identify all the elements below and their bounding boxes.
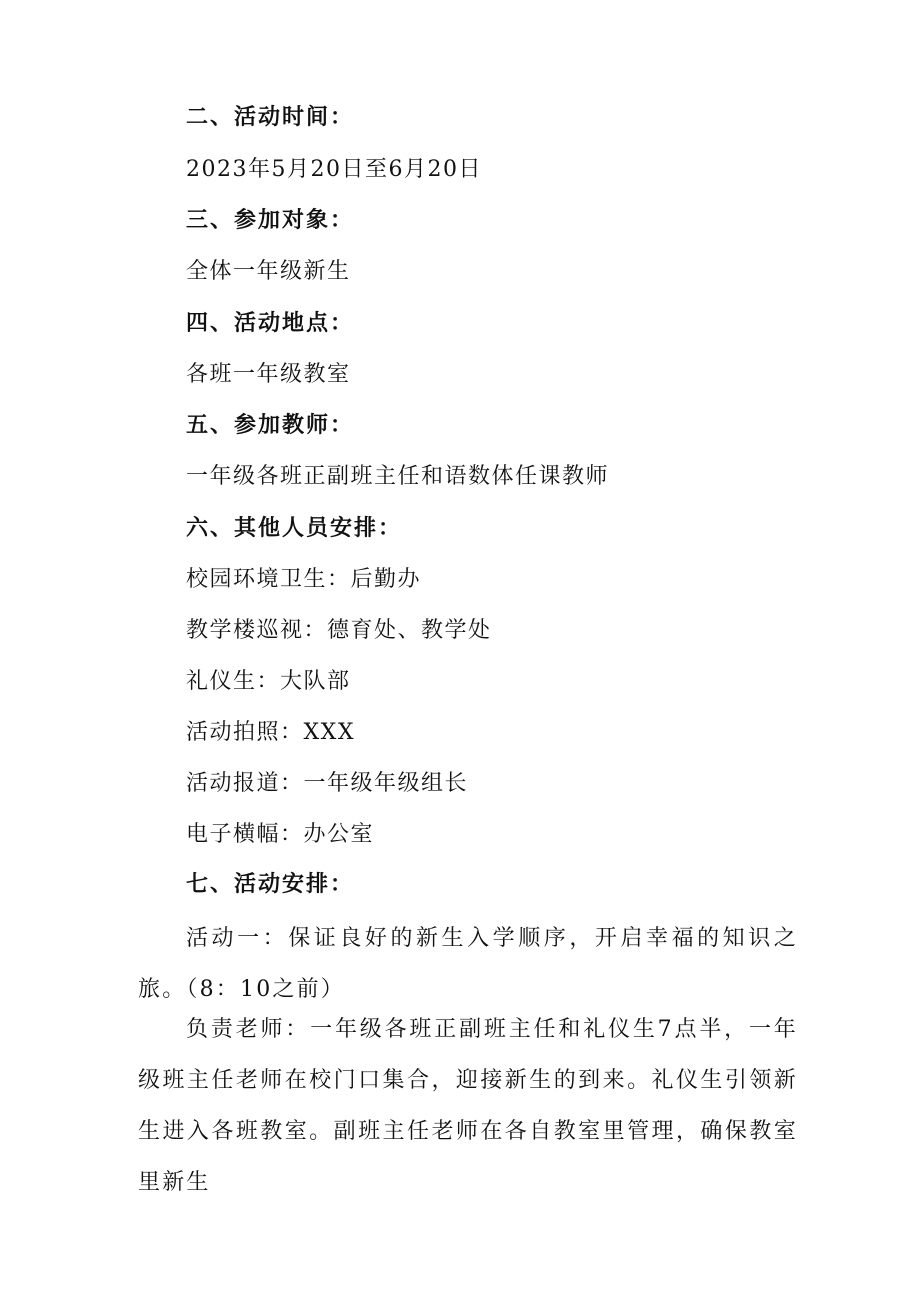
- section-content-teachers: 一年级各班正副班主任和语数体任课教师: [186, 464, 610, 489]
- section-heading-teachers: 五、参加教师：: [186, 413, 355, 438]
- staff-item: 活动拍照：XXX: [186, 720, 355, 745]
- activity-one-paragraph: 活动一：保证良好的新生入学顺序，开启幸福的知识之旅。（8：10之前）: [138, 926, 798, 1002]
- staff-item: 教学楼巡视：德育处、教学处: [186, 618, 492, 643]
- section-heading-staff: 六、其他人员安排：: [186, 516, 403, 541]
- staff-item: 礼仪生：大队部: [186, 669, 351, 694]
- staff-item: 电子横幅：办公室: [186, 822, 375, 847]
- section-content-time: 2023年5月20日至6月20日: [186, 157, 482, 182]
- section-heading-time: 二、活动时间：: [186, 105, 355, 130]
- section-heading-schedule: 七、活动安排：: [186, 872, 355, 897]
- responsible-teachers-paragraph: 负责老师：一年级各班正副班主任和礼仪生7点半，一年级班主任老师在校门口集合，迎接新生的到来。礼仪生引领新生进入各班教室。副班主任老师在各自教室里管理，确保教室里新生: [138, 1017, 798, 1195]
- section-content-participants: 全体一年级新生: [186, 259, 351, 284]
- section-heading-participants: 三、参加对象：: [186, 208, 355, 233]
- staff-item: 校园环境卫生：后勤办: [186, 567, 422, 592]
- staff-item: 活动报道：一年级年级组长: [186, 771, 469, 796]
- section-heading-location: 四、活动地点：: [186, 311, 355, 336]
- section-content-location: 各班一年级教室: [186, 362, 351, 387]
